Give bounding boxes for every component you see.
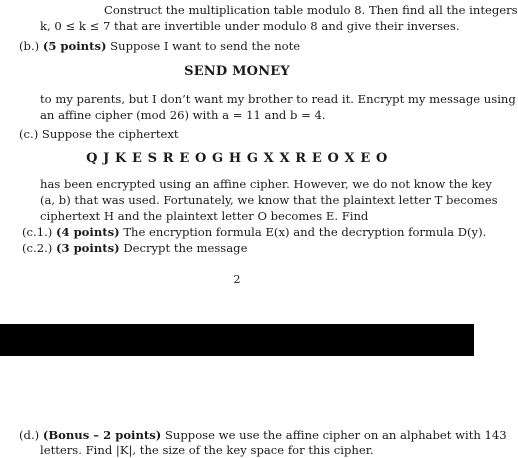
plaintext-message: SEND MONEY bbox=[184, 64, 290, 79]
part-b-label: (b.) bbox=[19, 39, 40, 53]
part-c2-points: (3 points) bbox=[55, 241, 120, 255]
part-b-line-2: to my parents, but I don’t want my brother to read it. Encrypt my message using bbox=[40, 92, 516, 106]
part-c-label: (c.) bbox=[19, 127, 39, 141]
page-number: 2 bbox=[233, 273, 241, 286]
page-break-bar bbox=[0, 324, 474, 356]
part-c1-line bbox=[22, 225, 486, 239]
part-c1-label: (c.1.) bbox=[22, 225, 53, 239]
part-c-line-4: ciphertext H and the plaintext letter O becomes E. Find bbox=[40, 209, 369, 223]
part-d-text: Suppose we use the affine cipher on an alphabet with 143 bbox=[164, 428, 507, 442]
part-c-line-3: (a, b) that was used. Fortunately, we know that the plaintext letter T becomes bbox=[40, 193, 498, 207]
part-a-line-1: Construct the multiplication table modulo 8. Then find all the integers bbox=[104, 3, 518, 17]
part-d-label: (d.) bbox=[19, 428, 40, 442]
part-c-line-2: has been encrypted using an affine cipher. However, we do not know the key bbox=[40, 177, 492, 191]
part-c-text: Suppose the ciphertext bbox=[41, 127, 179, 141]
part-c1-points: (4 points) bbox=[55, 225, 120, 239]
part-d-points: (Bonus – 2 points) bbox=[42, 428, 162, 442]
part-b-text: Suppose I want to send the note bbox=[110, 39, 301, 53]
part-c2-line bbox=[22, 241, 247, 255]
part-c-line-1 bbox=[19, 127, 179, 141]
part-c2-label: (c.2.) bbox=[22, 241, 53, 255]
part-d-line-1 bbox=[19, 428, 507, 442]
ciphertext: Q J K E S R E O G H G X X R E O X E O bbox=[86, 151, 388, 166]
part-c1-text: The encryption formula E(x) and the decryption formula D(y). bbox=[123, 225, 487, 239]
part-d-line-2: letters. Find |K|, the size of the key space for this cipher. bbox=[40, 443, 374, 457]
part-b-points: (5 points) bbox=[42, 39, 107, 53]
part-a-line-2: k, 0 ≤ k ≤ 7 that are invertible under modulo 8 and give their inverses. bbox=[40, 19, 460, 33]
part-b-line-3: an affine cipher (mod 26) with a = 11 and b = 4. bbox=[40, 108, 326, 122]
part-b-line-1 bbox=[19, 39, 300, 53]
part-c2-text: Decrypt the message bbox=[123, 241, 248, 255]
